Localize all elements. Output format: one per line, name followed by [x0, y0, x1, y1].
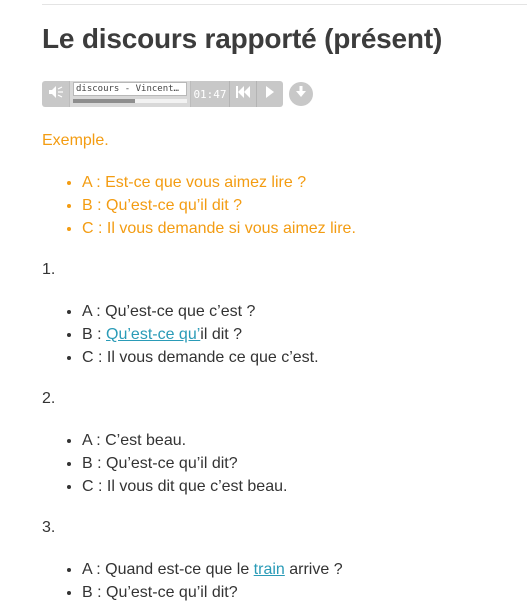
exercise-list: [42, 558, 522, 604]
previous-button[interactable]: [229, 81, 256, 107]
list-item: • B : Qu’est-ce qu’il dit?: [82, 452, 522, 475]
exercise-number: 2.: [42, 390, 56, 407]
article-content: [42, 22, 522, 604]
list-item: • B : Qu’est-ce qu’il dit?: [82, 581, 522, 604]
list-item-suffix: il dit ?: [200, 326, 243, 343]
play-icon: [265, 85, 275, 103]
list-item: [82, 558, 522, 581]
exercise-list: [42, 300, 522, 369]
download-button[interactable]: [289, 82, 313, 106]
track-title: discours - Vincent…: [73, 82, 187, 96]
list-item-suffix: arrive ?: [284, 561, 343, 578]
audio-player: [42, 81, 318, 107]
list-item: • A : Qu’est-ce que c’est ?: [82, 300, 522, 323]
list-item: • C : Il vous demande ce que c’est.: [82, 346, 522, 369]
volume-icon: [48, 85, 64, 104]
list-item: • C : Il vous dit que c’est beau.: [82, 475, 522, 498]
example-list: [42, 171, 522, 240]
play-button[interactable]: [256, 81, 283, 107]
top-divider: [42, 4, 527, 5]
skip-back-icon: [236, 85, 250, 103]
progress-bar[interactable]: [73, 99, 187, 103]
list-item: • A : Est-ce que vous aimez lire ?: [82, 171, 522, 194]
list-item-prefix: B :: [82, 326, 107, 343]
glossary-link[interactable]: train: [253, 561, 285, 578]
exercise-number: 3.: [42, 519, 56, 536]
time-display: 01:47: [191, 81, 229, 107]
progress-bar-fill: [73, 99, 135, 103]
page-title: Le discours rapporté (présent): [42, 23, 443, 54]
list-item-prefix: A : Quand est-ce que le: [82, 561, 254, 578]
list-item: [82, 323, 522, 346]
volume-button[interactable]: [42, 81, 69, 107]
download-icon: [295, 85, 307, 103]
list-item: • B : Qu’est-ce qu’il dit ?: [82, 194, 522, 217]
track-area: [69, 81, 191, 107]
exercise-number: 1.: [42, 261, 56, 278]
list-item: • A : C’est beau.: [82, 429, 522, 452]
list-item: • C : Il vous demande si vous aimez lire.: [82, 217, 522, 240]
example-label: Exemple.: [42, 132, 109, 149]
glossary-link[interactable]: Qu’est-ce qu’: [106, 326, 201, 343]
exercise-list: [42, 429, 522, 498]
